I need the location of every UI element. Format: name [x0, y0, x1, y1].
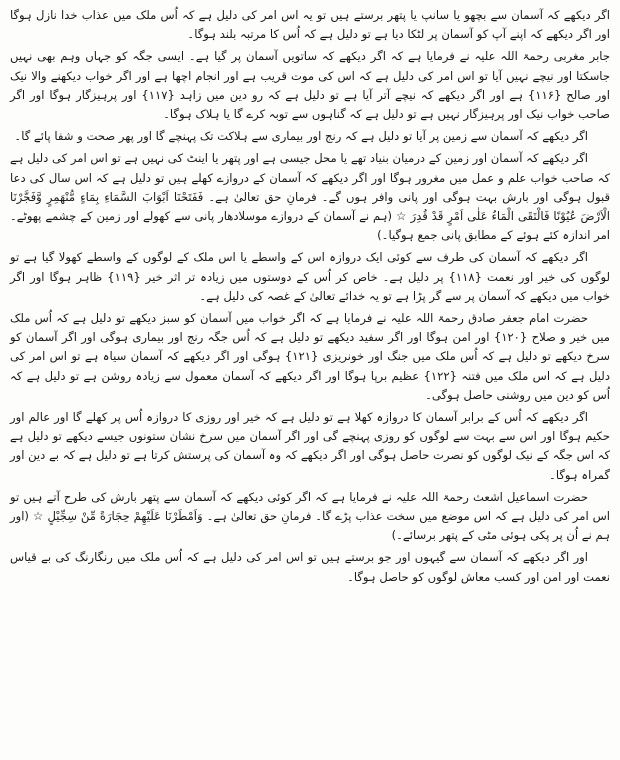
paragraph-door-for-people: اگر دیکھے کہ آسمان کی طرف سے کوئی ایک دروازہ اس کے واسطے یا اس ملک کے لوگوں کے واسطے کھولا گیا ہے تو لوگوں کی خیر اور نعمت {۱۱۸} پر دلیل ہے۔ خاص کر اُس کے دوستوں میں زیادہ تر اثر خیر {۱۱۹} ظاہر ہوگا اور اگر خواب میں دیکھے کہ آسمان پر سے گر پڑا ہے تو یہ خدائے تعالیٰ کے غصہ کی دلیل ہے۔	[10, 250, 610, 303]
paragraph-jabir-maghribi: جابر مغربی رحمۃ اللہ علیہ نے فرمایا ہے کہ اگر دیکھے کہ ساتویں آسمان پر گیا ہے۔ ایسی جگہ کو جہاں وہم بھی نہیں جاسکتا اور نیچے نہیں آیا تو اس امر کی دلیل ہے کہ اس کی موت قریب ہے اور انجام اچھا ہے اور اگر خواب دیکھنے والا نیک اور صالح {۱۱۶} ہے اور اگر دیکھے کہ نیچے آتر آیا ہے تو دلیل ہے کہ رو دین میں زاہد {۱۱۷} اور پرہیزگار ہوگا اور اگر صاحب خواب نیک اور پرہیزگار نہیں ہے تو دلیل ہے کہ گناہوں سے توبہ کرے گا یا ہلاک ہوگا۔	[10, 49, 610, 122]
paragraph-wheat-barley: اور اگر دیکھے کہ آسمان سے گیہوں اور جو برستے ہیں تو اس امر کی دلیل ہے کہ اُس ملک میں رنگارنگ کی بے قیاس نعمت اور امن اور کسب معاش لوگوں کو حاصل ہوگا۔	[10, 550, 610, 584]
paragraph-door-of-sustenance: اگر دیکھے کہ اُس کے برابر آسمان کا دروازہ کھلا ہے تو دلیل ہے کہ خیر اور روزی کا دروازہ اُس پر کھلے گا اور عالم اور حکیم ہوگا اور اس سے بہت سے لوگوں کو روزی پہنچے گی اور اگر آسمان میں سرخ نشان ستونوں جیسے دیکھے تو دلیل ہے کہ اس جگہ کے نیک لوگوں کو نصرت حاصل ہوگی اور اگر دیکھے کہ وہ آسمان کی پرستش کرتا ہے تو دلیل ہے کہ بے دین اور گمراہ ہوگا۔	[10, 410, 610, 482]
paragraph-scorpions-snakes: اگر دیکھے کہ آسمان سے بچھو یا سانپ یا پتھر برستے ہیں تو یہ اس امر کی دلیل ہے کہ اُس ملک میں عذاب خدا نازل ہوگا اور اگر دیکھے کہ اپنے آپ کو آسمان پر لٹکا دیا ہے تو دلیل ہے کہ اُس کا مرتبہ بلند ہوگا۔	[10, 8, 610, 42]
paragraph-ismail-ashath-stones: حضرت اسماعیل اشعث رحمۃ اللہ علیہ نے فرمایا ہے کہ اگر کوئی دیکھے کہ آسمان سے پتھر بارش کی طرح آتے ہیں تو اس امر کی دلیل ہے کہ اس موضع میں سخت عذاب پڑے گا۔ فرمانِ حق تعالیٰ ہے۔ وَاَمْطَرْنَا عَلَيْهِمْ حِجَارَةً مِّنْ سِجِّيْلٍ ☆ (اور ہم نے اُن پر پکی ہوئی مٹی کے پتھر برسائے۔)	[10, 489, 610, 543]
paragraph-gates-open-rain: اگر دیکھے کہ آسمان اور زمین کے درمیان بنیاد تھے یا محل جیسی ہے اور پتھر یا اینٹ کی نہیں ہے تو اس امر کی دلیل ہے کہ صاحب خواب علم و عمل میں مغرور ہوگا اور اگر دیکھے کہ آسمان کے دروازے کھلے ہیں تو دلیل ہے کہ اس سال کی دعا قبول ہوگی اور بارش بہت ہوگی اور پانی وافر ہوں گے۔ فرمانِ حق تعالیٰ ہے۔ فَفَتَحْنَا اَبْوَابَ السَّمَاءِ بِمَاءٍ مُّنْهَمِرٍ وَّفَجَّرْنَا الْاَرْضَ عُيُوْنًا فَالْتَقَى الْمَاءُ عَلٰى اَمْرٍ قَدْ قُدِرَ ☆ (ہم نے آسمان کے دروازے موسلادھار پانی سے کھولے اور زمین کے چشمے پھوٹے۔ امر اندازہ کئے ہوئے کے مطابق پانی جمع ہوگیا۔)	[10, 151, 610, 243]
paragraph-imam-jafar-colors: حضرت امام جعفر صادق رحمۃ اللہ علیہ نے فرمایا ہے کہ اگر خواب میں آسمان کو سبز دیکھے تو دلیل ہے کہ اُس ملک میں خیر و صلاح {۱۲۰} اور امن ہوگا اور اگر سفید دیکھے تو دلیل ہے کہ اُس جگہ رنج اور بیماری ہوگی اور اگر آسمان کو سرخ دیکھے تو دلیل ہے کہ اُس ملک میں جنگ اور خونریزی {۱۲۱} ہوگی اور اگر دیکھے کہ آسمان سیاہ ہے تو اس امر کی دلیل ہے کہ اس ملک میں فتنہ {۱۲۲} عظیم برپا ہوگا اور اگر دیکھے کہ آسمان معمول سے زیادہ روشن ہے تو دلیل ہے کہ اُس کو دین میں روشنی حاصل ہوگی۔	[10, 311, 610, 402]
paragraph-earth-descent: اگر دیکھے کہ آسمان سے زمین پر آیا تو دلیل ہے کہ رنج اور بیماری سے ہلاکت تک پہنچے گا اور پھر صحت و شفا پائے گا۔	[14, 129, 588, 144]
